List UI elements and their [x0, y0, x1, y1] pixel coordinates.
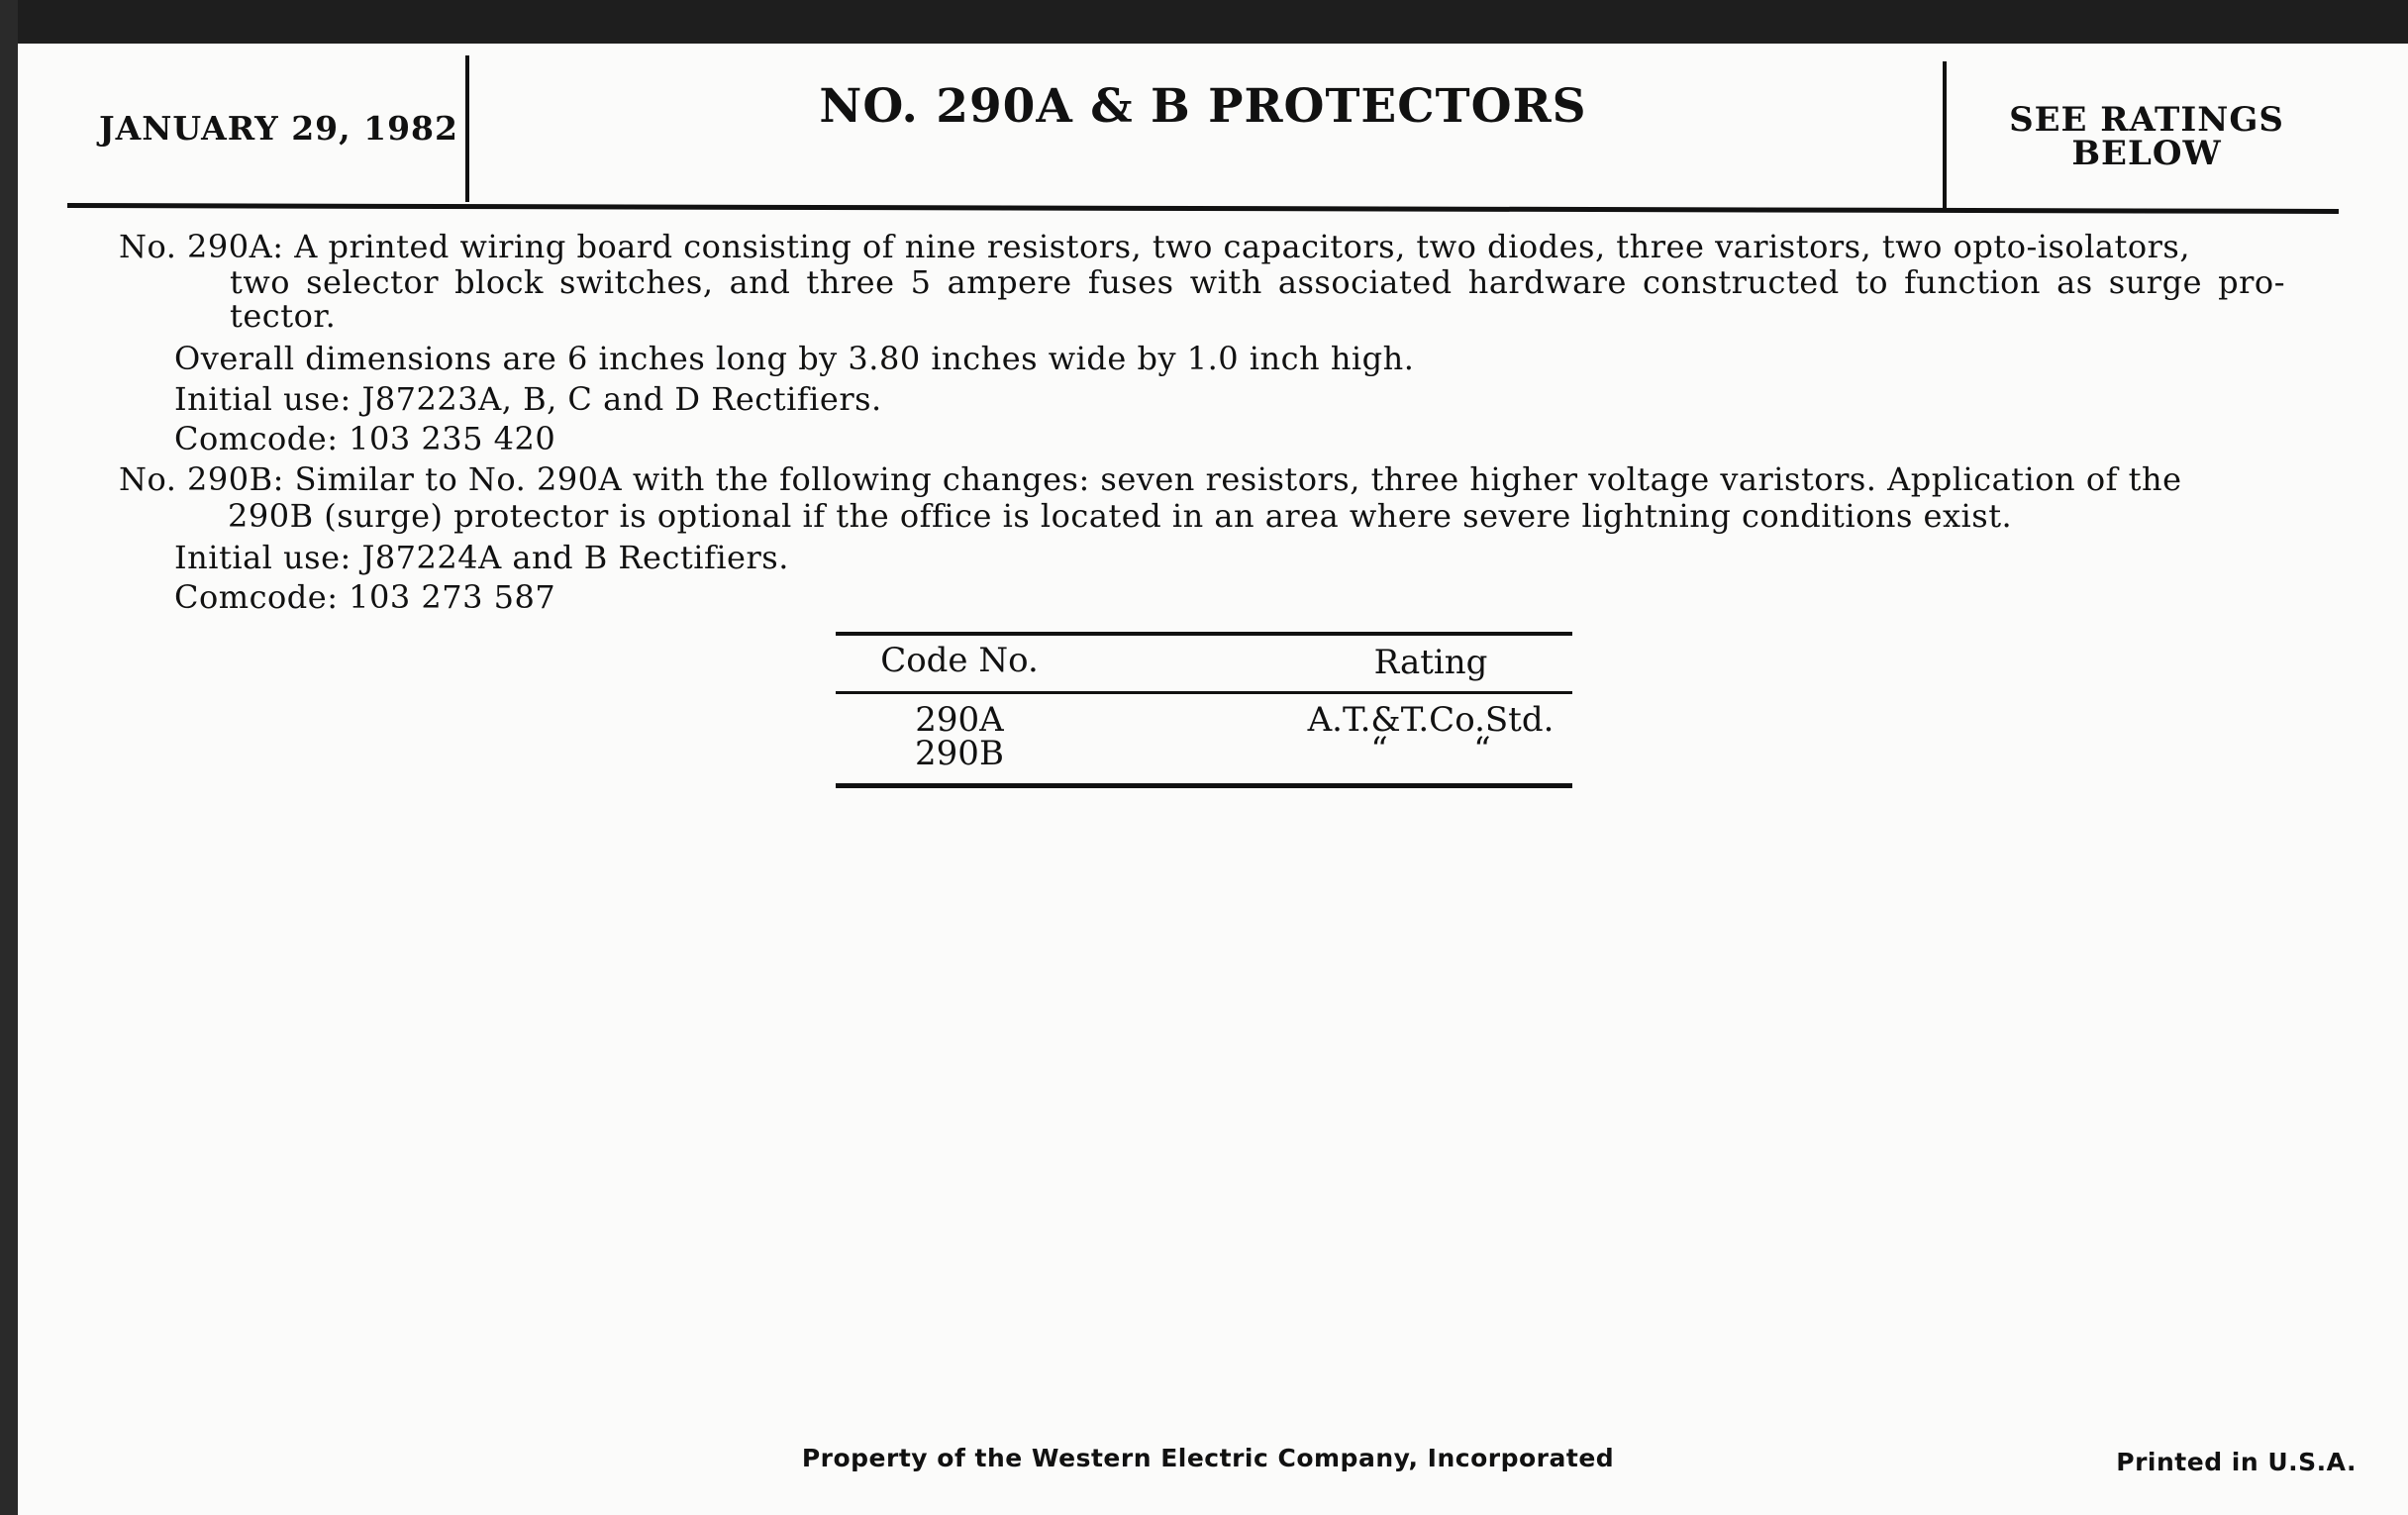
page-title: NO. 290A & B PROTECTORS [819, 79, 1587, 134]
table-row-290b-rating: “ “ [1370, 730, 1491, 769]
footer-printed: Printed in U.S.A. [2116, 1448, 2357, 1476]
ratings-note-line2: BELOW [2071, 134, 2222, 173]
scan-left-border [0, 0, 18, 1515]
p290b-initial-use: Initial use: J87224A and B Rectifiers. [174, 539, 789, 576]
table-header-code: Code No. [880, 641, 1039, 680]
p290a-comcode: Comcode: 103 235 420 [174, 420, 556, 457]
p290a-dimensions: Overall dimensions are 6 inches long by 3.80 inches wide by 1.0 inch high. [174, 340, 1415, 377]
issue-date: JANUARY 29, 1982 [99, 109, 458, 148]
table-header-rating: Rating [1373, 643, 1488, 682]
table-header-rule [836, 691, 1572, 694]
p290a-line2: two selector block switches, and three 5 ampere fuses with associated hardware constructed to function as surge pro- [230, 263, 2285, 301]
p290a-line3: tector. [230, 297, 337, 335]
table-row-290b-code: 290B [915, 734, 1004, 773]
p290a-initial-use: Initial use: J87223A, B, C and D Rectifiers. [174, 380, 882, 418]
header-divider-right [1943, 61, 1947, 208]
footer-property: Property of the Western Electric Company, Incorporated [801, 1444, 1615, 1472]
p290b-line2: 290B (surge) protector is optional if the office is located in an area where severe lightning conditions exist. [228, 497, 2013, 535]
table-row-290a-code: 290A [915, 700, 1004, 740]
p290b-comcode: Comcode: 103 273 587 [174, 578, 556, 616]
table-bottom-rule [836, 783, 1572, 788]
ratings-note [1949, 100, 2345, 173]
ratings-note-line1: SEE RATINGS [2009, 100, 2284, 140]
p290a-line1: No. 290A: A printed wiring board consisting of nine resistors, two capacitors, two diodes, three varistors, two opto-isolators, [119, 228, 2191, 265]
table-top-rule [836, 632, 1572, 636]
scan-top-border [0, 0, 2408, 44]
p290b-line1: No. 290B: Similar to No. 290A with the following changes: seven resistors, three higher voltage varistors. Application of the [119, 460, 2182, 498]
table-row-290a-rating: A.T.&T.Co.Std. [1307, 700, 1555, 740]
